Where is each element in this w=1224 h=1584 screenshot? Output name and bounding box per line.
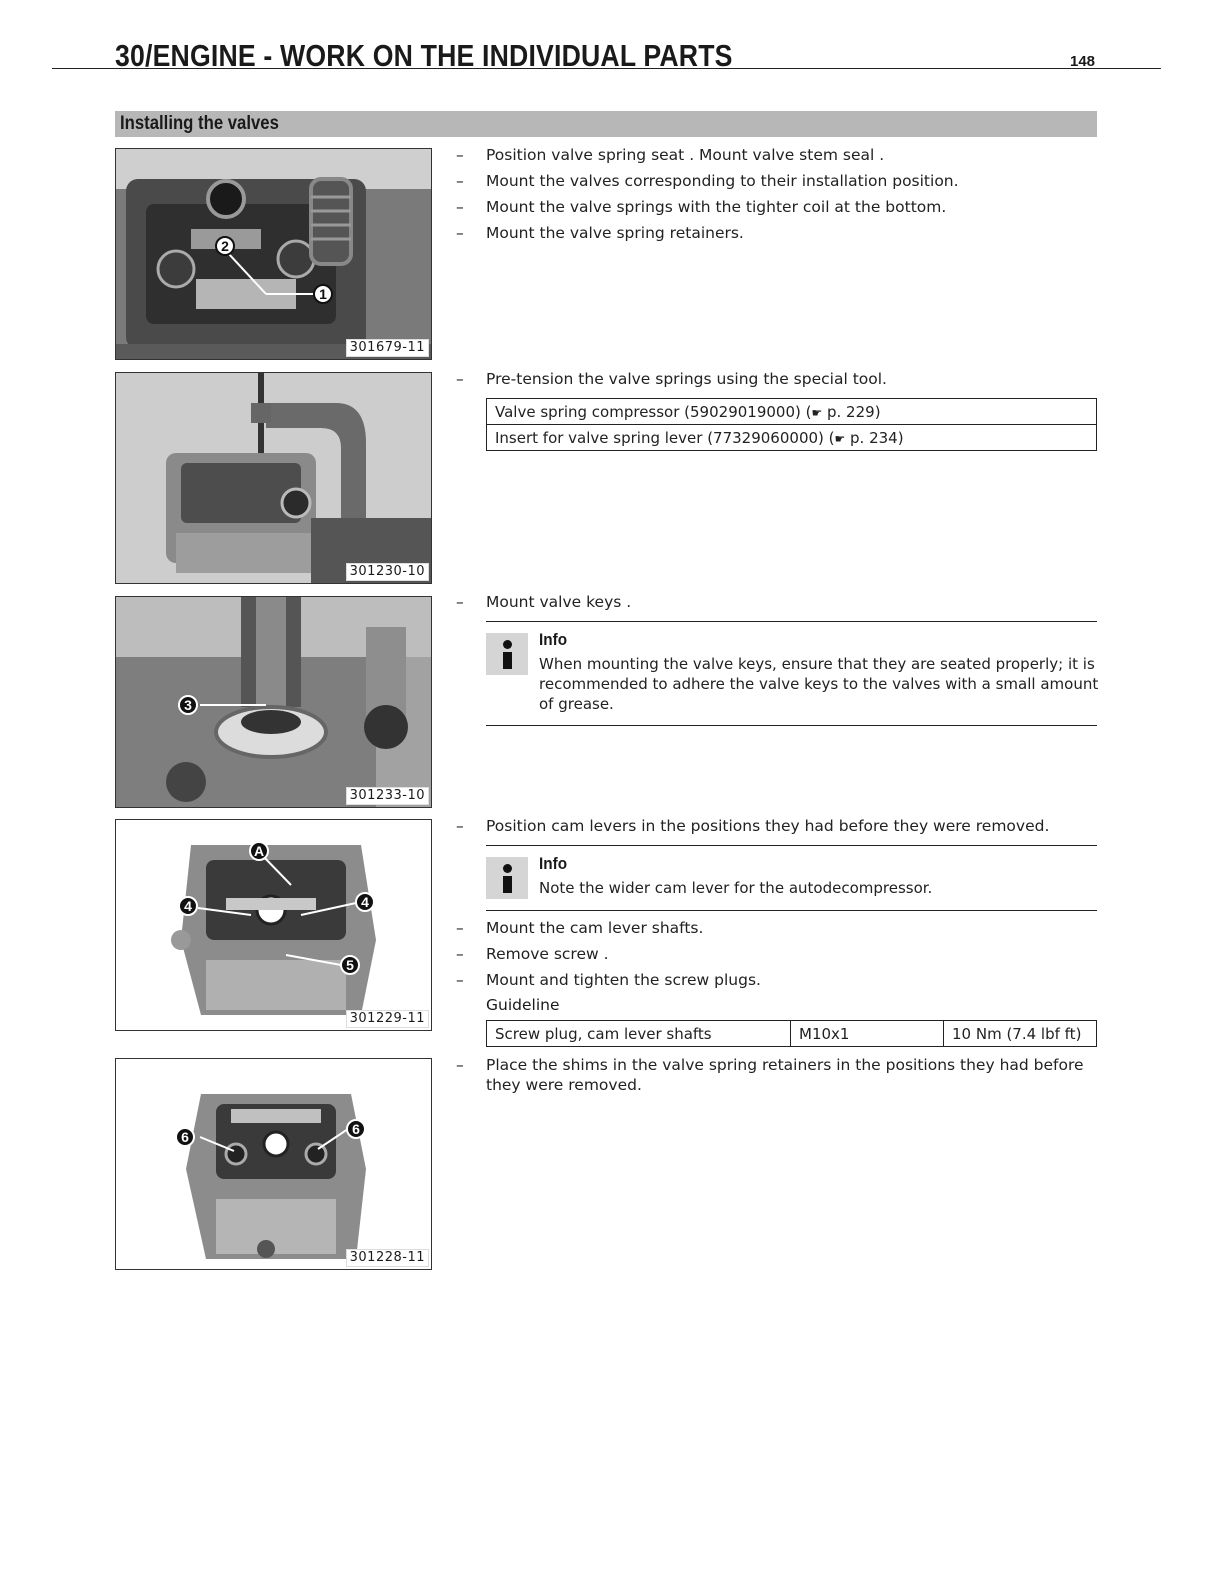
cam-levers-image [116,820,432,1031]
info-box [486,845,1097,911]
step-text: Mount the valve springs with the tighter coil at the bottom. [486,198,947,216]
table-row [487,1021,1097,1047]
callout-4-right: 4 [355,892,375,912]
step-text: Mount and tighten the screw plugs. [486,971,761,989]
list-dash: – [456,146,464,164]
callout-1: 1 [313,284,333,304]
list-dash: – [456,971,464,989]
special-tools-table [486,398,1097,451]
info-heading: Info [539,854,568,873]
header-divider [52,68,1161,69]
section-title: Installing the valves [120,113,279,134]
figure-id: 301228-11 [346,1249,429,1267]
page-reference-link[interactable]: p. 234) [845,428,904,447]
tool-name: Insert for valve spring lever (77329060000) ( [495,428,835,447]
info-heading: Info [539,630,568,649]
callout-5: 5 [340,955,360,975]
torque-table [486,1020,1097,1047]
list-dash: – [456,817,464,835]
figure-id: 301230-10 [346,563,429,581]
list-dash: – [456,593,464,611]
step-text: Place the shims in the valve spring retainers in the positions they had before they were removed. [486,1056,1084,1094]
step-text: Remove screw . [486,945,609,963]
figure-id: 301233-10 [346,787,429,805]
step-text: Mount the valves corresponding to their installation position. [486,172,959,190]
step-text: Mount the valve spring retainers. [486,224,744,242]
callout-6-left: 6 [175,1127,195,1147]
shims-image [116,1059,432,1270]
page-reference-link[interactable]: p. 229) [822,402,881,421]
photo-valve-seat [115,148,432,360]
pointer-icon: ☛ [811,405,823,420]
photo-spring-compressor [115,372,432,584]
callout-a: A [249,841,269,861]
section-heading-bar [115,111,1097,137]
photo-shims [115,1058,432,1270]
table-row [487,425,1097,451]
list-dash: – [456,370,464,388]
photo-valve-keys [115,596,432,808]
callout-3: 3 [178,695,198,715]
spring-compressor-image [116,373,432,584]
figure-id: 301229-11 [346,1010,429,1028]
info-icon [486,857,528,899]
figure-id: 301679-11 [346,339,429,357]
callout-4-left: 4 [178,896,198,916]
table-row [487,399,1097,425]
callout-6-right: 6 [346,1119,366,1139]
step-text: Mount valve keys . [486,593,632,611]
step-text: Position valve spring seat . Mount valve stem seal . [486,146,885,164]
tool-cell [487,399,1097,425]
list-dash: – [456,919,464,937]
photo-cam-levers [115,819,432,1031]
list-dash: – [456,224,464,242]
page-number: 148 [1070,53,1096,70]
list-dash: – [456,945,464,963]
info-text: Note the wider cam lever for the autodecompressor. [539,879,933,897]
info-box [486,621,1097,726]
table-cell: M10x1 [791,1021,944,1047]
tool-name: Valve spring compressor (59029019000) ( [495,402,812,421]
tool-cell [487,425,1097,451]
step-text: Mount the cam lever shafts. [486,919,704,937]
callout-2: 2 [215,236,235,256]
info-text: When mounting the valve keys, ensure that they are seated properly; it is recommended to adhere the valve keys to the valves with a small amount of grease. [539,655,1099,713]
table-cell: Screw plug, cam lever shafts [487,1021,791,1047]
step-text: Position cam levers in the positions they had before they were removed. [486,817,1050,835]
valve-keys-image [116,597,432,808]
pointer-icon: ☛ [834,431,846,446]
cylinder-head-image [116,149,432,360]
guideline-label: Guideline [486,996,560,1014]
table-cell: 10 Nm (7.4 lbf ft) [944,1021,1097,1047]
list-dash: – [456,198,464,216]
list-dash: – [456,172,464,190]
step-text: Pre-tension the valve springs using the special tool. [486,370,887,388]
info-icon [486,633,528,675]
list-dash: – [456,1056,464,1074]
chapter-title: 30/ENGINE - WORK ON THE INDIVIDUAL PARTS [115,38,733,73]
